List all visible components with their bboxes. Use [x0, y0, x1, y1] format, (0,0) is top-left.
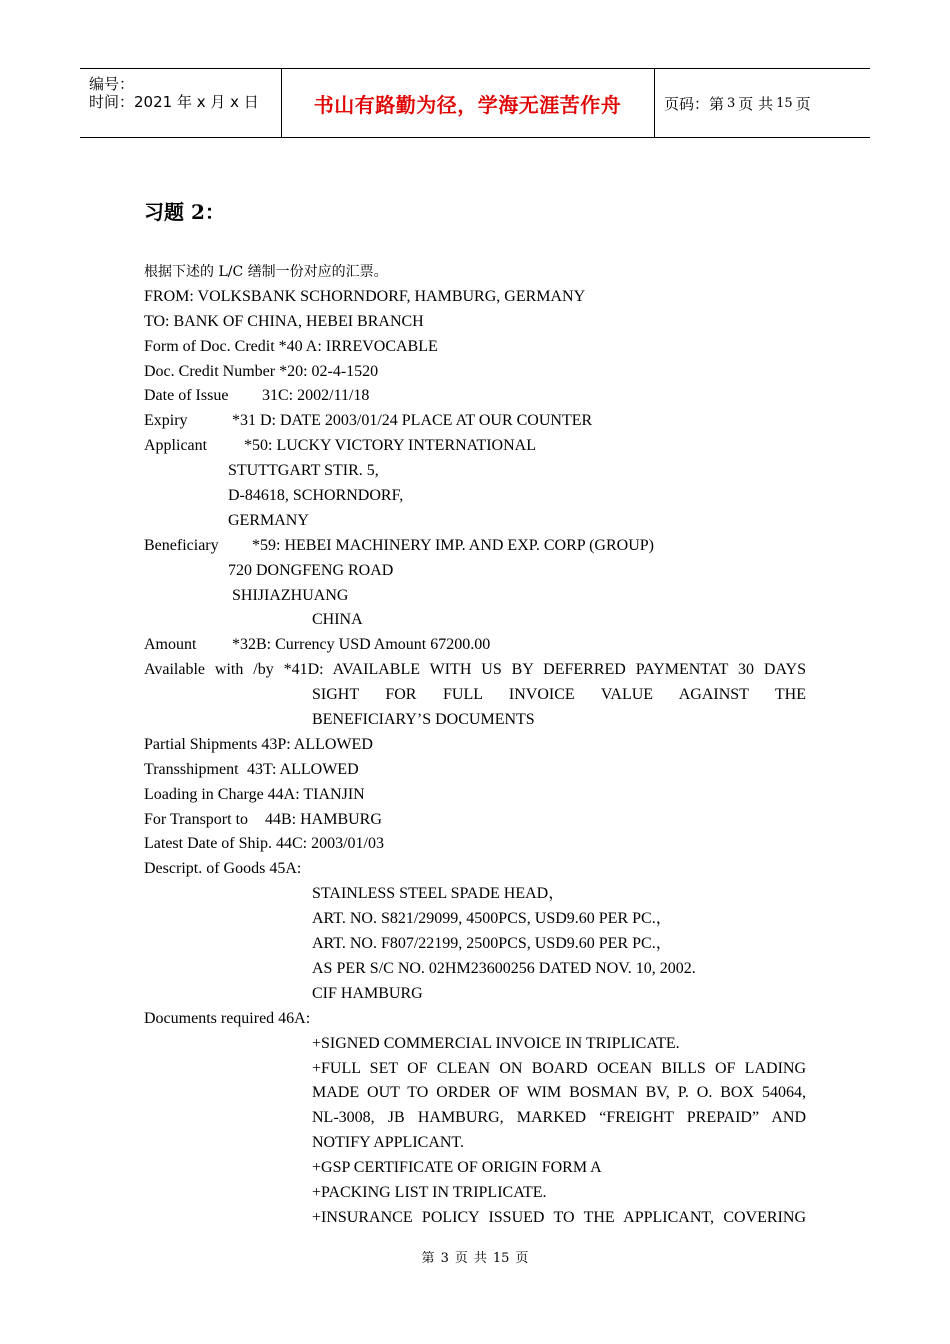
footer-current: 3 [440, 1251, 449, 1266]
expiry-value: *31 D: DATE 2003/01/24 PLACE AT OUR COUNTER [232, 412, 593, 430]
beneficiary-address-2: SHIJIAZHUANG [232, 586, 349, 604]
available-line-2: SIGHT FOR FULL INVOICE VALUE AGAINST THE [312, 686, 806, 704]
goods-line-5: CIF HAMBURG [312, 984, 423, 1002]
time-label: 时间：2021 年 x 月 x 日 [89, 93, 259, 111]
documents-line-3: MADE OUT TO ORDER OF WIM BOSMAN BV, P. O. BOX 54064, [312, 1084, 806, 1102]
page-header [80, 68, 870, 138]
page-current: 3 [727, 95, 736, 111]
credit-number-line: Doc. Credit Number *20: 02-4-1520 [144, 362, 379, 380]
partial-shipments-line: Partial Shipments 43P: ALLOWED [144, 735, 373, 753]
beneficiary-line [144, 534, 806, 559]
issue-value: 31C: 2002/11/18 [262, 387, 370, 405]
applicant-line [144, 434, 806, 459]
documents-line-5: NOTIFY APPLICANT. [312, 1134, 465, 1152]
applicant-address-2: D-84618, SCHORNDORF, [228, 487, 404, 505]
expiry-label: Expiry [144, 412, 188, 430]
header-page-number [655, 69, 870, 137]
beneficiary-address-3: CHINA [312, 611, 363, 629]
transport-label: For Transport to [144, 810, 249, 828]
lc-text-body [144, 260, 806, 1231]
applicant-address-3: GERMANY [228, 511, 309, 529]
issue-label: Date of Issue [144, 387, 229, 405]
beneficiary-value: *59: HEBEI MACHINERY IMP. AND EXP. CORP (GROUP) [252, 536, 654, 554]
serial-label: 编号： [89, 75, 135, 93]
form-line: Form of Doc. Credit *40 A: IRREVOCABLE [144, 337, 438, 355]
exercise-title: 习题 2： [144, 200, 225, 224]
header-meta-cell [80, 69, 282, 137]
page-total: 15 [776, 95, 793, 111]
to-line: TO: BANK OF CHINA, HEBEI BRANCH [144, 312, 424, 330]
amount-line [144, 633, 806, 658]
documents-line-1: +SIGNED COMMERCIAL INVOICE IN TRIPLICATE. [312, 1034, 680, 1052]
footer-suffix: 页 [515, 1251, 529, 1266]
page-suffix: 页 [795, 94, 811, 113]
beneficiary-label: Beneficiary [144, 536, 219, 554]
page-prefix: 页码：第 [664, 94, 725, 113]
applicant-label: Applicant [144, 437, 208, 455]
page-footer [0, 1247, 950, 1266]
loading-line: Loading in Charge 44A: TIANJIN [144, 785, 365, 803]
available-line-1: Available with /by *41D: AVAILABLE WITH US BY DEFERRED PAYMENTAT 30 DAYS [144, 661, 806, 679]
expiry-line [144, 409, 806, 434]
footer-mid1: 页 [454, 1251, 468, 1266]
amount-value: *32B: Currency USD Amount 67200.00 [232, 636, 491, 654]
footer-prefix: 第 [421, 1251, 435, 1266]
applicant-value: *50: LUCKY VICTORY INTERNATIONAL [244, 437, 536, 455]
from-line: FROM: VOLKSBANK SCHORNDORF, HAMBURG, GERMANY [144, 287, 586, 305]
documents-line-7: +PACKING LIST IN TRIPLICATE. [312, 1183, 547, 1201]
issue-line [144, 384, 806, 409]
goods-line-3: ART. NO. F807/22199, 2500PCS, USD9.60 PER PC.， [312, 935, 672, 953]
transport-value: 44B: HAMBURG [265, 810, 382, 828]
intro-line: 根据下述的 L/C 缮制一份对应的汇票。 [144, 264, 388, 280]
goods-line-1: STAINLESS STEEL SPADE HEAD， [312, 885, 565, 903]
documents-line-8: +INSURANCE POLICY ISSUED TO THE APPLICANT, COVERING [312, 1208, 806, 1226]
goods-line-4: AS PER S/C NO. 02HM23600256 DATED NOV. 10, 2002. [312, 959, 696, 977]
latest-date-line: Latest Date of Ship. 44C: 2003/01/03 [144, 835, 384, 853]
documents-label-line: Documents required 46A: [144, 1009, 311, 1027]
amount-label: Amount [144, 636, 197, 654]
page-mid: 页 共 [738, 94, 774, 113]
footer-mid2: 共 [473, 1251, 487, 1266]
applicant-address-1: STUTTGART STIR. 5, [228, 462, 379, 480]
documents-line-2: +FULL SET OF CLEAN ON BOARD OCEAN BILLS OF LADING [312, 1059, 806, 1077]
goods-label-line: Descript. of Goods 45A: [144, 860, 302, 878]
transport-line [144, 808, 806, 833]
transshipment-line [144, 758, 806, 783]
goods-line-2: ART. NO. S821/29099, 4500PCS, USD9.60 PER PC.， [312, 910, 672, 928]
footer-total: 15 [492, 1251, 510, 1266]
available-line-3: BENEFICIARY’S DOCUMENTS [312, 711, 535, 729]
transshipment-value: 43T: ALLOWED [247, 760, 359, 778]
transshipment-label: Transshipment [144, 760, 239, 778]
documents-line-4: NL-3008, JB HAMBURG, MARKED “FREIGHT PREPAID” AND [312, 1109, 806, 1127]
header-motto: 书山有路勤为径，学海无涯苦作舟 [281, 69, 655, 137]
beneficiary-address-1: 720 DONGFENG ROAD [228, 561, 394, 579]
documents-line-6: +GSP CERTIFICATE OF ORIGIN FORM A [312, 1159, 602, 1177]
